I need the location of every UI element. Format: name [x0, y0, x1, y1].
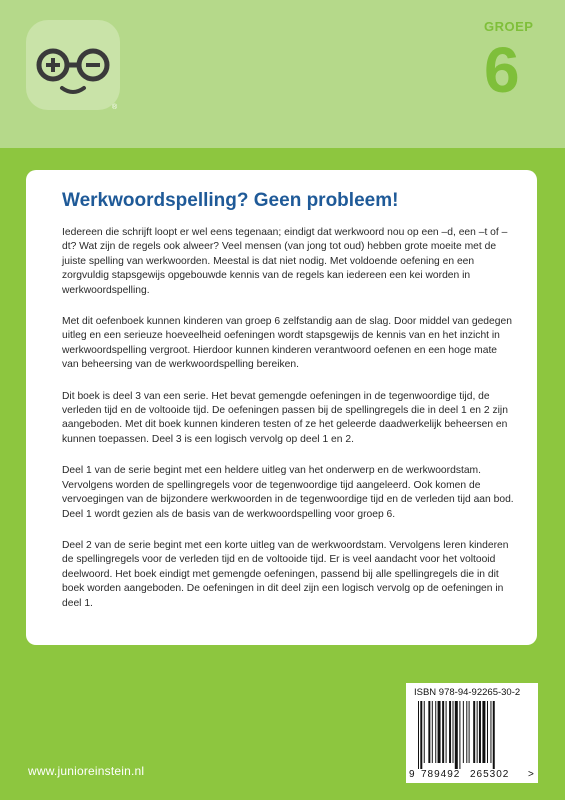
barcode-bar: [477, 701, 478, 763]
barcode-bar: [479, 701, 481, 763]
paragraph-deel-3: Dit boek is deel 3 van een serie. Het bevat gemengde oefeningen in de tegenwoordige tijd, de verleden tijd en de voltooide tijd. De oefeningen passen bij de spellingregels die in deel 1 en 2 zijn aangeboden. Met dit boek kunnen kinderen testen of ze het geleerde daadwerkelijk beheersen en kunnen toepassen. Deel 3 is een logisch vervolg op deel 1 en 2.: [62, 390, 508, 445]
barcode-bar: [435, 701, 436, 763]
registered-mark: ®: [112, 104, 118, 111]
barcode-bar: [493, 701, 495, 769]
description-card: [26, 170, 537, 645]
card-title: Werkwoordspelling? Geen probleem!: [62, 190, 399, 211]
barcode-bar: [432, 701, 433, 763]
barcode-bar: [487, 701, 488, 763]
barcode-bar: [449, 701, 451, 763]
barcode-bar: [469, 701, 470, 763]
barcode-bar: [482, 701, 485, 763]
barcode-bar: [473, 701, 475, 763]
barcode-digits-right: 265302: [470, 769, 510, 780]
barcode-bar: [428, 701, 430, 763]
barcode-bar: [418, 701, 419, 769]
barcode-digit-first: 9: [409, 769, 415, 780]
paragraph-intro: Iedereen die schrijft loopt er wel eens tegenaan; eindigt dat werkwoord nou op een –d, een –t of –dt? Wat zijn de regels ook alweer? Veel mensen (van jong tot oud) hebben grote moeite met de juiste spelling van werkwoorden. Meestal is dat niet nodig. Met voldoende oefening en een zorgvuldig stapsgewijs opgebouwde kennis van de regels kan iedereen een kei worden in werkwoordspelling.: [62, 227, 508, 296]
barcode-graphic: [406, 683, 538, 783]
isbn-barcode: [406, 683, 538, 783]
groep-label: GROEP: [484, 19, 534, 34]
card-body: [62, 226, 514, 628]
barcode-bar: [446, 701, 447, 763]
barcode-bar: [438, 701, 441, 763]
plus-minus-face-icon: [26, 20, 120, 110]
barcode-bar: [463, 701, 464, 763]
website-url: www.junioreinstein.nl: [28, 764, 145, 778]
paragraph-deel-1: Deel 1 van de serie begint met een heldere uitleg van het onderwerp en de werkwoordstam. Vervolgens worden de spellingregels voor de tegenwoordige tijd aangeleerd. Ook komen de vervoegingen van de bijzondere werkwoorden in de tegenwoordige tijd en de verleden tijd aan bod. Deel 1 wordt gezien als de basis van de werkwoordspelling voor groep 6.: [62, 465, 514, 520]
barcode-bar: [420, 701, 422, 769]
barcode-bar: [459, 701, 460, 769]
groep-number: 6: [484, 34, 520, 106]
barcode-bar: [453, 701, 454, 763]
barcode-digits-left: 789492: [421, 769, 461, 780]
barcode-quiet-mark: >: [528, 769, 534, 780]
barcode-bar: [424, 701, 425, 763]
paragraph-oefenboek: Met dit oefenboek kunnen kinderen van groep 6 zelfstandig aan de slag. Door middel van gedegen uitleg en een serieuze hoeveelheid oefeningen wordt stapsgewijs de kennis van en het inzicht in werkwoordspelling vergroot. Hierdoor kunnen kinderen verantwoord oefenen en een hoge mate van beheersing van de werkwoordspelling bereiken.: [62, 316, 512, 371]
paragraph-deel-2: Deel 2 van de serie begint met een korte uitleg van de werkwoordstam. Vervolgens leren kinderen de spellingregels voor de verleden tijd en de voltooide tijd. Er is veel aandacht voor het voltooid deelwoord. Het boek eindigt met gemengde oefeningen, passend bij alle spellingregels die in dit boek worden aangeboden. De oefeningen in dit deel zijn een logisch vervolg op de oefeningen in deel 1.: [62, 539, 509, 609]
logo: [26, 20, 120, 110]
barcode-bar: [455, 701, 458, 769]
barcode-bar: [466, 701, 467, 763]
barcode-bar: [490, 701, 491, 763]
barcode-bar: [442, 701, 444, 763]
isbn-label: ISBN 978-94-92265-30-2: [414, 687, 521, 698]
